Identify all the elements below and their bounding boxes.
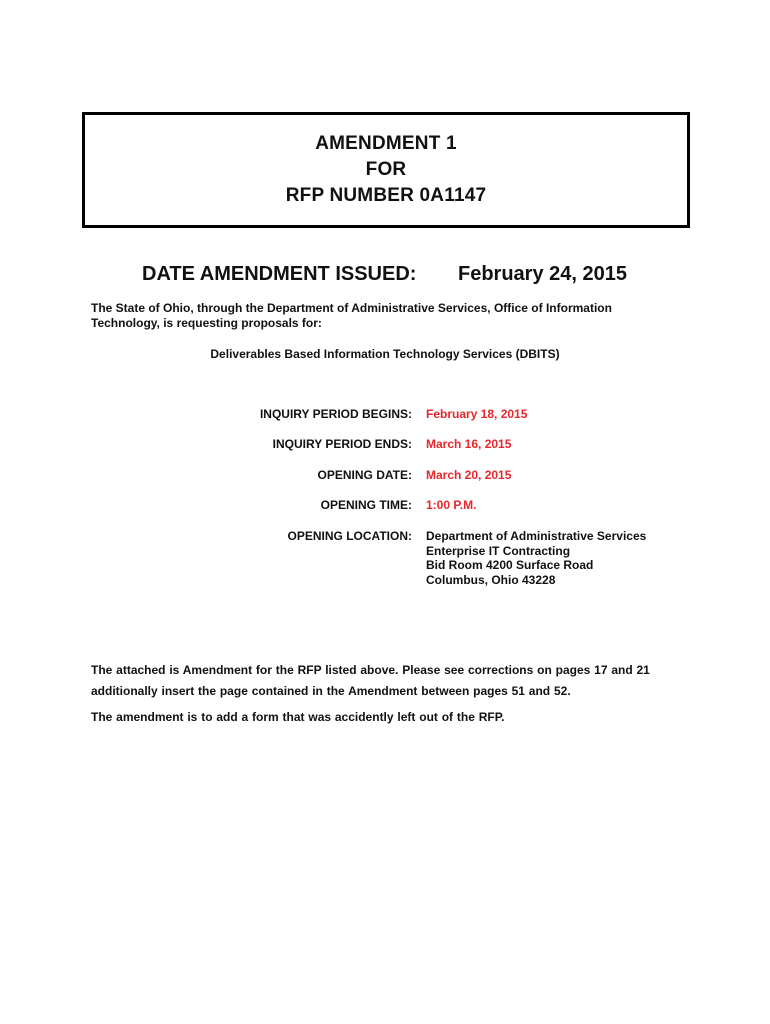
rfp-number: RFP NUMBER 0A1147: [285, 185, 487, 206]
amendment-description: [91, 660, 691, 702]
amendment-title-for: FOR: [365, 159, 407, 180]
opening-location-address: [426, 529, 646, 588]
intro-paragraph: [91, 301, 691, 331]
schedule-value: 1:00 P.M.: [426, 498, 477, 512]
amendment-title-box: [82, 112, 690, 228]
body-line-1: The attached is Amendment for the RFP listed above. Please see corrections on pages 17 and 21: [91, 663, 650, 677]
schedule-value: March 16, 2015: [426, 437, 512, 451]
amendment-purpose: The amendment is to add a form that was accidently left out of the RFP.: [91, 710, 505, 724]
amendment-title: AMENDMENT 1: [315, 133, 457, 154]
schedule-label: INQUIRY PERIOD BEGINS:: [259, 407, 412, 421]
body-line-2: additionally insert the page contained in the Amendment between pages 51 and 52.: [91, 684, 571, 698]
intro-line-1: The State of Ohio, through the Department of Administrative Services, Office of Information: [91, 301, 612, 315]
schedule-value: February 18, 2015: [426, 407, 528, 421]
address-line: Columbus, Ohio 43228: [426, 573, 556, 588]
service-name: Deliverables Based Information Technology Services (DBITS): [210, 347, 560, 361]
schedule-label: INQUIRY PERIOD ENDS:: [272, 437, 412, 451]
intro-line-2: Technology, is requesting proposals for:: [91, 316, 322, 330]
address-line: Department of Administrative Services: [426, 529, 647, 543]
schedule-label: OPENING TIME:: [320, 498, 412, 512]
schedule-value: March 20, 2015: [426, 468, 512, 482]
date-issued-value: February 24, 2015: [458, 263, 627, 285]
address-line: Enterprise IT Contracting: [426, 543, 571, 558]
schedule-label: OPENING LOCATION:: [287, 529, 412, 543]
address-line: Bid Room 4200 Surface Road: [426, 558, 594, 573]
date-issued-label: DATE AMENDMENT ISSUED:: [142, 263, 417, 285]
schedule-label: OPENING DATE:: [317, 468, 412, 482]
